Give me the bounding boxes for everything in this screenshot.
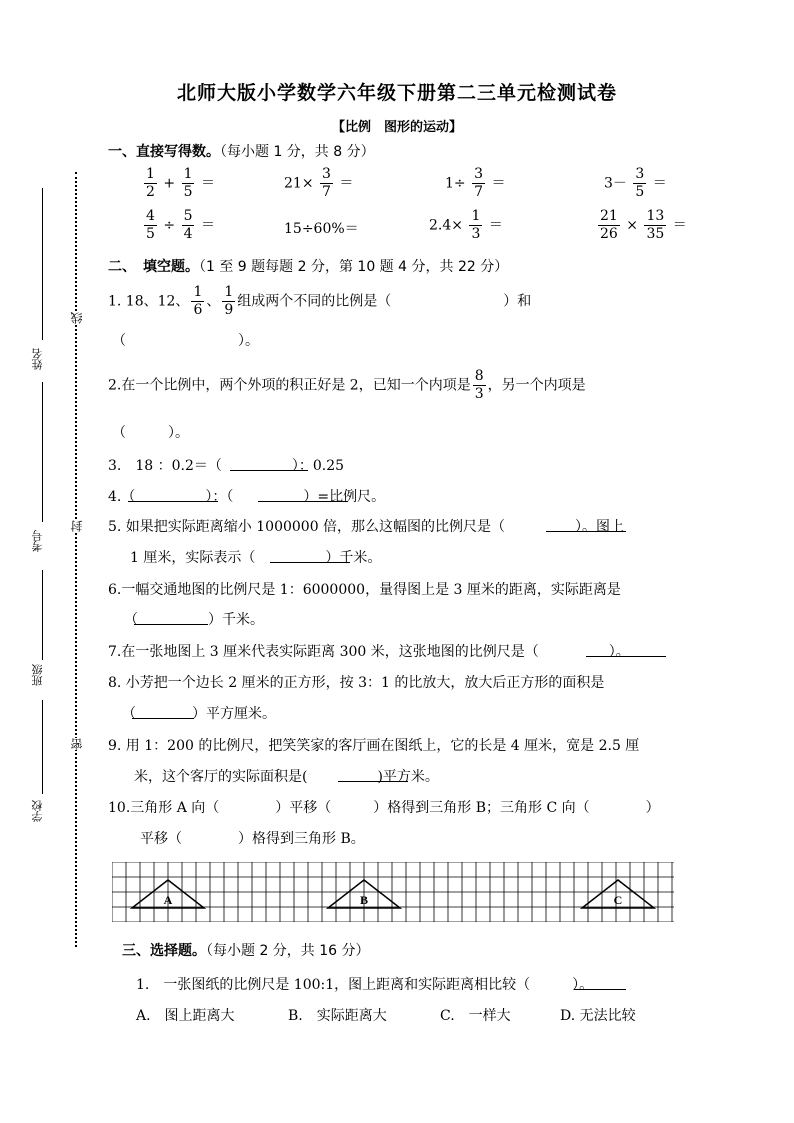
question-2-8: 8. 小芳把一个边长 2 厘米的正方形，按 3：1 的比放大，放大后正方形的面积是	[108, 675, 605, 691]
class-label: 班级	[31, 664, 44, 686]
name-label: 姓名	[31, 348, 44, 370]
section2-header	[108, 256, 508, 276]
section1-note: （每小题 1 分，共 8 分）	[220, 144, 375, 160]
question-2-7: 7.在一张地图上 3 厘米代表实际距离 300 米，这张地图的比例尺是（ ）。	[108, 644, 630, 660]
triangle-b-label: B	[359, 893, 369, 907]
option-d: D. 无法比较	[560, 1008, 636, 1024]
question-2-1-cont: （ ）。	[112, 333, 259, 349]
question-2-10: 10.三角形 A 向（ ）平移（ ）格得到三角形 B；三角形 C 向（ ）	[108, 800, 660, 816]
seal-char-seal: 封	[70, 520, 84, 532]
answer-underline	[132, 718, 194, 719]
section1-header	[108, 141, 375, 161]
section3-note: （每小题 2 分，共 16 分）	[206, 943, 370, 959]
question-2-6: 6.一幅交通地图的比例尺是 1：6000000，量得图上是 3 厘米的距离，实际距离是	[108, 582, 621, 598]
question-2-9-cont: 米，这个客厅的实际面积是( )平方米。	[134, 769, 439, 785]
question-2-6-cont: （ ）千米。	[124, 612, 264, 628]
question-2-3: 3. 18 ：0.2＝（ ）：0.25	[108, 458, 345, 474]
question-2-4: 4.（ ）：（ ）=比例尺。	[108, 489, 386, 505]
seal-dotted-line	[75, 172, 77, 947]
option-c: C. 一样大	[440, 1008, 511, 1024]
seal-char-secret: 密	[70, 738, 84, 750]
class-underline	[42, 570, 43, 660]
calc-item-5: $\frac{4}{5}$ ÷ $\frac{5}{4}$ ＝	[146, 208, 215, 242]
question-2-1: 1. 18、12、 $\frac{1}{6}$ 、 $\frac{1}{9}$ 组成两个不同的比例是（ ）和	[108, 284, 532, 318]
number-underline	[42, 382, 43, 522]
answer-underline	[258, 501, 348, 502]
question-2-5: 5. 如果把实际距离缩小 1000000 倍，那么这幅图的比例尺是（ ）。图上	[108, 519, 625, 535]
answer-underline	[338, 781, 408, 782]
answer-underline	[270, 562, 350, 563]
question-2-2: 2.在一个比例中，两个外项的积正好是 2，已知一个内项是 $\frac{8}{3}$ ，另一个内项是	[108, 368, 586, 402]
question-2-5-cont: 1 厘米，实际表示（ ）千米。	[130, 550, 382, 566]
seal-char-line: 线	[70, 312, 84, 324]
calc-item-2: 21× $\frac{3}{7}$ ＝	[284, 166, 354, 200]
calc-item-1: $\frac{1}{2}$ + $\frac{1}{5}$ ＝	[146, 166, 215, 200]
calc-item-4: 3－ $\frac{3}{5}$ ＝	[604, 166, 667, 200]
answer-underline	[574, 989, 626, 990]
name-underline	[42, 188, 43, 340]
question-2-2-cont: （ ）。	[112, 425, 189, 441]
calc-item-7: 2.4× $\frac{1}{3}$ ＝	[429, 208, 503, 242]
answer-underline	[546, 531, 626, 532]
section2-note: （1 至 9 题每题 2 分，第 10 题 4 分，共 22 分）	[199, 259, 509, 275]
page-title: 北师大版小学数学六年级下册第二三单元检测试卷	[176, 82, 617, 104]
translation-grid	[112, 862, 674, 922]
section3-header	[122, 940, 370, 960]
answer-underline	[134, 624, 208, 625]
section2-heading: 二、 填空题。	[108, 259, 199, 275]
calc-item-3: 1÷ $\frac{3}{7}$ ＝	[445, 166, 506, 200]
question-2-9: 9. 用 1：200 的比例尺，把笑笑家的客厅画在图纸上，它的长是 4 厘米，宽是 2.5 厘	[108, 738, 640, 754]
answer-underline	[230, 470, 308, 471]
question-3-1: 1. 一张图纸的比例尺是 100:1，图上距离和实际距离相比较（ ）。	[136, 977, 594, 993]
calc-item-8: $\frac{21}{26}$ × $\frac{13}{35}$ ＝	[600, 208, 687, 242]
number-label: 考号	[31, 530, 44, 552]
section1-heading: 一、直接写得数。	[108, 144, 220, 160]
page-subtitle: 【比例 图形的运动】	[331, 120, 462, 135]
answer-underline	[128, 501, 218, 502]
school-label: 学校	[31, 800, 44, 822]
school-underline	[42, 700, 43, 794]
option-b: B. 实际距离大	[288, 1008, 387, 1024]
section3-heading: 三、选择题。	[122, 943, 206, 959]
question-2-10-cont: 平移（ ）格得到三角形 B。	[140, 831, 365, 847]
question-2-8-cont: （ ）平方厘米。	[122, 706, 276, 722]
triangle-c-label: C	[613, 893, 623, 907]
triangle-a-label: A	[163, 893, 173, 907]
answer-underline	[586, 656, 666, 657]
option-a: A. 图上距离大	[136, 1008, 235, 1024]
calc-item-6: 15÷60%＝	[284, 221, 359, 237]
